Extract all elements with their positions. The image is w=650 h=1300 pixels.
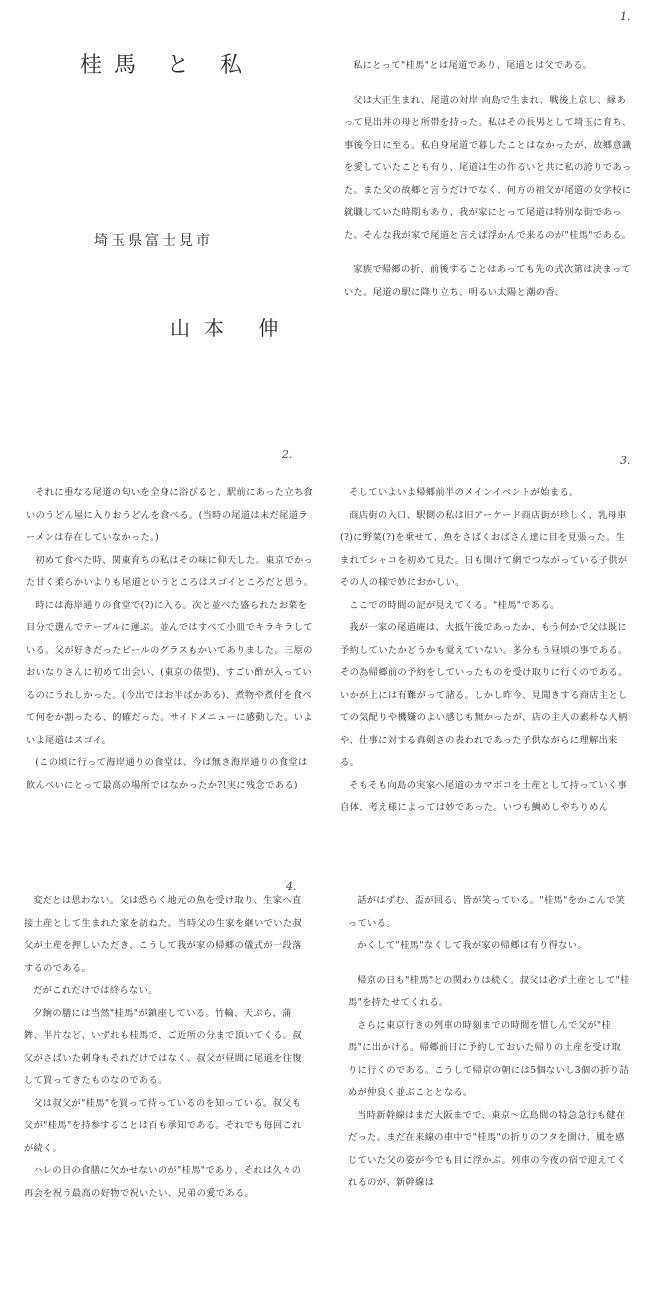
page-1-title-sheet bbox=[10, 0, 320, 430]
paragraph: かくして"桂馬"なくして我が家の帰郷は有り得ない。 bbox=[357, 940, 587, 951]
paragraph: さらに東京行きの列車の時刻までの時間を惜しんで父が"桂馬"に出かける。帰郷前日に予約しておいた帰りの土産を受け取りに行くのである。こうして帰京の朝には5個ないし3個の折り詰めが仲良く並ぶこととなる。 bbox=[348, 1019, 629, 1098]
author-prefecture: 埼玉県富士見市 bbox=[94, 233, 213, 249]
page-number: 1. bbox=[620, 10, 631, 23]
author-name: 山本 伸 bbox=[170, 316, 293, 340]
page-number: 4. bbox=[286, 880, 297, 893]
paragraph: (この頃に行って海岸通りの食堂は、今は無き海岸通りの食堂は飲んべいにとって最高の場所ではなかったか?!実に残念である) bbox=[26, 757, 308, 791]
essay-title: 桂馬 と 私 bbox=[80, 53, 254, 78]
paragraph: 我が一家の尾道庵は、大抵午後であったか、もう何かで父は既に予約していたかどうかも覚えていない。多分もう昼頃の事である。その為帰郷前の予約をしていったものを受け取りに行くのである。いかが上には有難がって諸る。しかし昨今、見聞きする商店主としての気配りや機嫌のよい感じも無かったが、店の主人の素朴な人柄や、仕事に対する真剣さの表われであった子供ながらに理解出来る。 bbox=[340, 622, 628, 768]
page-body bbox=[344, 55, 632, 304]
page-3-manuscript bbox=[10, 440, 320, 860]
paragraph: ここでの時間の記が見えてくる。"桂馬"である。 bbox=[349, 599, 560, 611]
paragraph: 私にとって"桂馬"とは尾道であり、尾道とは父である。 bbox=[353, 60, 593, 71]
paragraph: 初めて食べた時、関東育ちの私はその味に仰天した。東京でかった甘く柔らかいよりも尾道というところはスゴイところだと思う。 bbox=[26, 554, 314, 588]
paragraph: そしていよいよ帰郷前半のメインイベントが始まる。 bbox=[349, 487, 579, 498]
paragraph: 夕餉の膳には当然"桂馬"が鎮座している。竹輪、天ぷら、蒲鉾、半片など、いずれも桂馬で、ご近所の分まで頂いてくる。叔父がさばいた刺身もそれだけではなく、叔父が昼間に尾道を往復して買ってきたものなのである。 bbox=[24, 1007, 302, 1086]
page-6-manuscript bbox=[330, 870, 640, 1295]
paragraph: 帰京の日も"桂馬"との関わりは続く。叔父は必ず土産として"桂馬"を持たせてくれる。 bbox=[348, 974, 630, 1008]
paragraph: 変だとは思わない。父は恐らく地元の魚を受け取り、生家へ直接土産として生まれた家を訪ねた。当時父の生家を継いでいた叔父が土産を押しいただき、こうして我が家の帰郷の儀式が一段落するのである。 bbox=[24, 895, 303, 974]
page-body bbox=[348, 890, 630, 1195]
paragraph: 家族で帰郷の折、前後することはあっても先の式次第は決まっていた。尾道の駅に降り立ち、明るい太陽と潮の香、 bbox=[344, 264, 632, 298]
paragraph: 商店街の入口、駅側の私は旧アーケード商店街が珍しく、乳母車(?)に野菜(?)を乗せて、魚をさばくおばさん達に目を見張った。生まれてシャコを初めて見た。日も開けて網でつながっている子供がその人の様で妙におかしい。 bbox=[340, 509, 628, 588]
paragraph: ハレの日の食膳に欠かせないのが"桂馬"であり、それは久々の再会を祝う最高の好物で祝いたい、兄弟の愛である。 bbox=[24, 1165, 302, 1199]
page-number: 3. bbox=[620, 454, 631, 467]
paragraph: それに重なる尾道の匂いを全身に浴びると、駅前にあった立ち食いのうどん屋に入りおうどんを食べる。(当時の尾道は未だ尾道ラーメンは存在していなかった。) bbox=[26, 487, 314, 543]
paragraph: 話がはずむ、盃が回る、皆が笑っている。"桂馬"をかこんで笑っている。 bbox=[348, 895, 626, 929]
page-body bbox=[26, 482, 314, 797]
page-body bbox=[24, 890, 310, 1205]
page-2-manuscript bbox=[330, 0, 640, 430]
page-5-manuscript bbox=[10, 870, 320, 1295]
paragraph: 父は叔父が"桂馬"を買って待っているのを知っている。叔父も父が"桂馬"を持参することは百も承知である。それでも毎回これが続く。 bbox=[24, 1097, 302, 1154]
paragraph: だがこれだけでは終らない。 bbox=[33, 985, 158, 996]
paragraph: 当時新幹線はまだ大阪までで、東京〜広島間の特急急行も健在だった。まだ在来線の車中で"桂馬"の折りのフタを開け、風を感じていた父の姿が今でも目に浮かぶ。列車の今夜の宿で迎えてくれるのが、新幹線は bbox=[348, 1109, 627, 1188]
paragraph: そもそも向島の実家へ尾道のカマボコを土産として持っていく事自体、考え様によっては妙であった。いつも鯛めしやちりめん bbox=[340, 779, 628, 813]
paragraph: 父は大正生まれ、尾道の対岸 向島で生まれ、戦後上京し、縁あって見出丼の母と所帯を持った。私はその長男として埼玉に育ち、事後今日に至る。私自身尾道で暮したことはなかったが、故郷意識を愛していたことも有り、尾道は生の作るいと共に私の誇りであった。また父の故郷と言うだけでなく、何方の祖父が尾道の女学校に就職していた時期もあり、我が家にとって尾道は特別な街であった。そんな我が家で尾道と言えば浮かんで来るのが"桂馬"である。 bbox=[344, 94, 632, 241]
page-body bbox=[340, 482, 632, 820]
page-number: 2. bbox=[282, 448, 293, 461]
paragraph: 時には海岸通りの食堂で(?)に入る。次と並べた盛られたお菜を目分で選んでテーブルに運ぶ。並んではすべて小皿でキラキラしている。父が好きだったビールのグラスもかいてありました。三原のおいなりさんに初めて出会い、(東京の俵型)、すごい酢が入っているのにうれしかった。(今出ではお半ばかある)、煮物や煮付を食べて何をか割ったる、的確だった。サイドメニューに感動した。いよいよ尾道はスゴイ。 bbox=[26, 599, 313, 746]
page-4-manuscript bbox=[330, 440, 640, 860]
